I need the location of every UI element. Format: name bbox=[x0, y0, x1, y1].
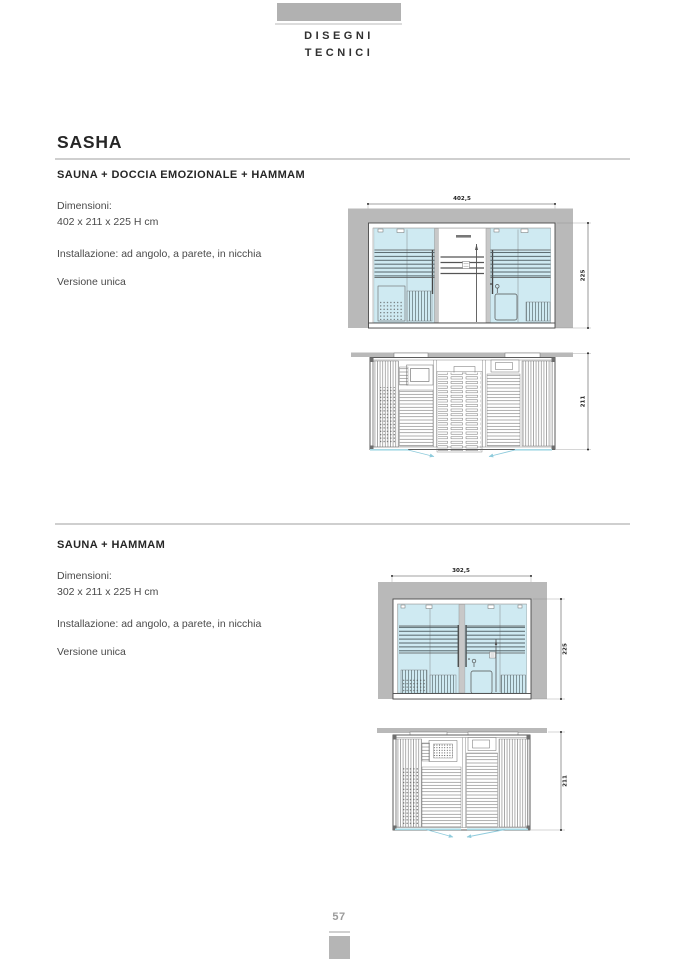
svg-text:302,5: 302,5 bbox=[452, 568, 470, 574]
header-title-line1: DISEGNI bbox=[304, 30, 374, 42]
plan-drawing-sauna-doccia-hammam bbox=[345, 348, 595, 466]
page-number: 57 bbox=[332, 911, 346, 923]
cabin-base bbox=[393, 694, 531, 700]
section2-installation: Installazione: ad angolo, a parete, in nicchia bbox=[57, 618, 262, 630]
cabin-base bbox=[369, 323, 556, 328]
sauna-compartment-plan bbox=[397, 739, 462, 827]
header-title-line2: TECNICI bbox=[304, 47, 374, 59]
plan-drawing-sauna-hammam bbox=[368, 723, 578, 848]
section1-dimensions-label: Dimensioni: bbox=[57, 200, 112, 212]
section2-dimensions-value: 302 x 211 x 225 H cm bbox=[57, 586, 159, 598]
section2-heading: SAUNA + HAMMAM bbox=[57, 539, 166, 551]
section1-installation: Installazione: ad angolo, a parete, in nicchia bbox=[57, 248, 262, 260]
door-swings bbox=[395, 829, 528, 837]
page-number-rule bbox=[329, 931, 350, 933]
svg-text:225: 225 bbox=[580, 269, 587, 282]
shower-compartment-plan bbox=[437, 367, 482, 453]
section2-dimensions-label: Dimensioni: bbox=[57, 570, 112, 582]
section1-dimensions-value: 402 x 211 x 225 H cm bbox=[57, 216, 159, 228]
title-rule bbox=[55, 158, 630, 160]
sauna-compartment-plan bbox=[374, 361, 434, 447]
header-bar bbox=[277, 3, 401, 21]
footer-square bbox=[329, 936, 350, 959]
header-title bbox=[269, 28, 409, 62]
svg-text:225: 225 bbox=[562, 643, 569, 655]
elevation-drawing-sauna-hammam bbox=[368, 563, 578, 713]
dimension-depth bbox=[531, 731, 569, 831]
section1-heading: SAUNA + DOCCIA EMOZIONALE + HAMMAM bbox=[57, 169, 306, 181]
svg-text:211: 211 bbox=[580, 395, 587, 408]
header-divider bbox=[275, 23, 402, 25]
svg-text:211: 211 bbox=[562, 775, 569, 787]
elevation-drawing-sauna-doccia-hammam bbox=[345, 192, 595, 340]
section-rule bbox=[55, 523, 630, 525]
dimension-depth bbox=[556, 352, 591, 450]
section1-version: Versione unica bbox=[57, 276, 126, 288]
svg-text:402,5: 402,5 bbox=[453, 196, 471, 202]
wall-top bbox=[377, 728, 547, 733]
section2-version: Versione unica bbox=[57, 646, 126, 658]
page-title: SASHA bbox=[57, 132, 123, 152]
